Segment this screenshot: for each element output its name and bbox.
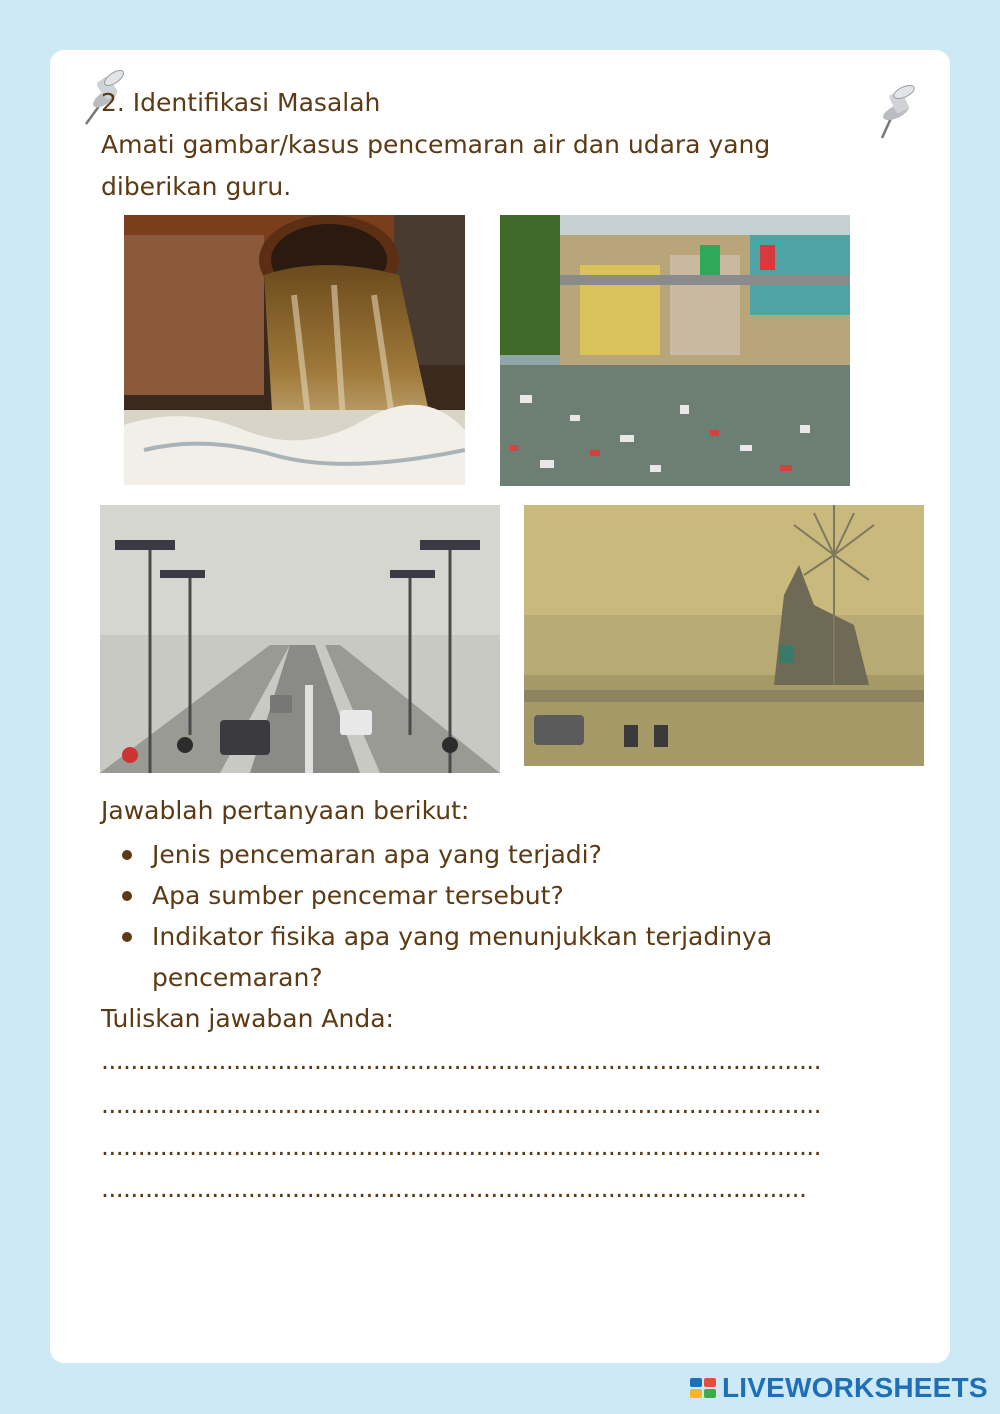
pushpin-icon: [868, 82, 924, 146]
instruction-line-1: Amati gambar/kasus pencemaran air dan udara yang: [101, 130, 771, 159]
answer-line[interactable]: ..................................................................................................: [101, 1046, 821, 1075]
haze-monument-photo: [524, 505, 924, 766]
question-item: Apa sumber pencemar tersebut?: [120, 875, 880, 916]
polluted-river-slum-photo: [500, 215, 850, 486]
instruction-line-2: diberikan guru.: [101, 172, 292, 201]
bullet-icon: [122, 850, 132, 860]
question-intro: Jawablah pertanyaan berikut:: [101, 796, 470, 825]
liveworksheets-logo-text: LIVEWORKSHEETS: [722, 1372, 988, 1403]
smoggy-street-photo: [100, 505, 500, 773]
answer-label: Tuliskan jawaban Anda:: [101, 1004, 394, 1033]
answer-line[interactable]: ................................................................................................: [101, 1174, 807, 1203]
question-item: Jenis pencemaran apa yang terjadi?: [120, 834, 880, 875]
answer-line[interactable]: ..................................................................................................: [101, 1132, 821, 1161]
sewage-pipe-photo: [124, 215, 465, 485]
bullet-icon: [122, 932, 132, 942]
liveworksheets-logo[interactable]: [690, 1370, 988, 1406]
section-heading: 2. Identifikasi Masalah: [101, 88, 381, 117]
bullet-icon: [122, 891, 132, 901]
answer-line[interactable]: ..................................................................................................: [101, 1090, 821, 1119]
question-item: Indikator fisika apa yang menunjukkan terjadinya pencemaran?: [120, 916, 852, 998]
question-list: [120, 834, 880, 998]
liveworksheets-logo-icon: [690, 1378, 716, 1398]
